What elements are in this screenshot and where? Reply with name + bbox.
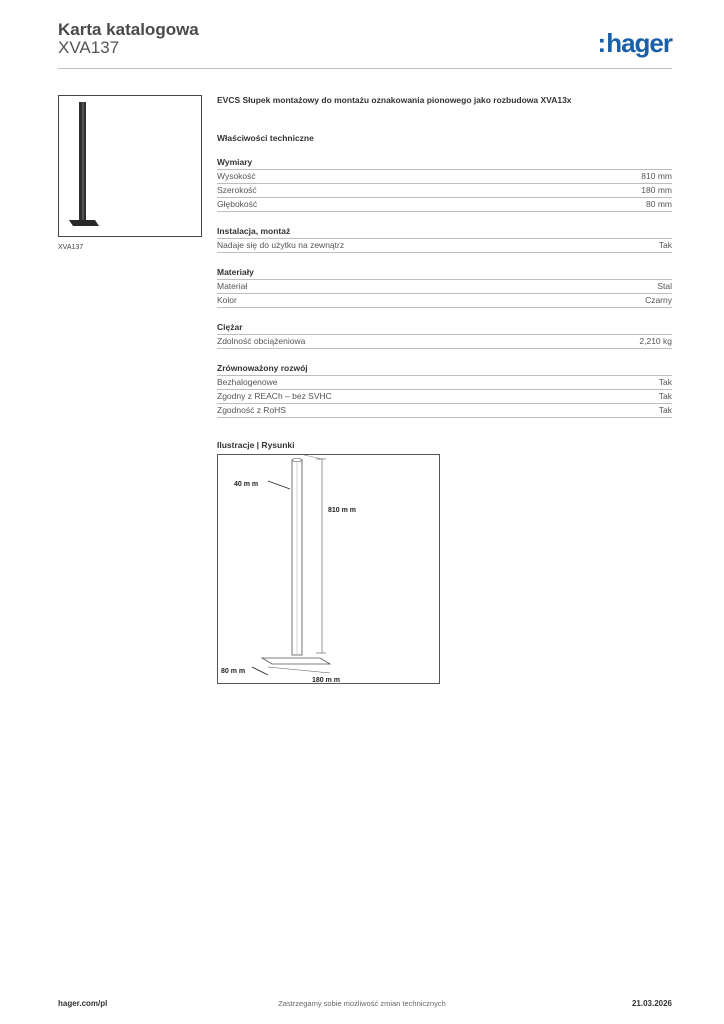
spec-row xyxy=(217,375,672,389)
brand-name: hager xyxy=(606,28,672,58)
product-title: EVCS Słupek montażowy do montażu oznakowania pionowego jako rozbudowa XVA13x xyxy=(217,95,572,105)
spec-value: Stal xyxy=(657,281,672,291)
spec-row xyxy=(217,403,672,418)
spec-value: Czarny xyxy=(645,295,672,305)
spec-group-sustainability xyxy=(217,363,672,418)
group-title: Instalacja, montaż xyxy=(217,226,291,236)
spec-table xyxy=(217,334,672,349)
spec-label: Wysokość xyxy=(217,171,256,181)
header-divider xyxy=(58,68,672,69)
footer-disclaimer: Zastrzegamy sobie możliwość zmian technicznych xyxy=(278,999,446,1008)
spec-label: Szerokość xyxy=(217,185,257,195)
spec-table xyxy=(217,279,672,308)
dim-label-height: 810 m m xyxy=(328,507,357,514)
spec-row xyxy=(217,169,672,183)
spec-value: 810 mm xyxy=(641,171,672,181)
illustrations-heading: Ilustracje | Rysunki xyxy=(217,440,295,450)
spec-group-materials xyxy=(217,267,672,308)
post-image xyxy=(59,96,201,236)
spec-row xyxy=(217,389,672,403)
spec-label: Głębokość xyxy=(217,199,258,209)
dim-label-top: 40 m m xyxy=(234,481,259,488)
technical-properties-heading: Właściwości techniczne xyxy=(217,133,314,143)
spec-row xyxy=(217,334,672,349)
document-title: Karta katalogowa xyxy=(58,20,199,39)
spec-value: 2,210 kg xyxy=(639,336,672,346)
group-title: Ciężar xyxy=(217,322,243,332)
footer-date: 21.03.2026 xyxy=(631,999,672,1008)
spec-row xyxy=(217,197,672,212)
spec-value: Tak xyxy=(658,377,672,387)
spec-label: Bezhalogenowe xyxy=(217,377,278,387)
spec-value: 180 mm xyxy=(641,185,672,195)
footer-website: hager.com/pl xyxy=(58,999,108,1008)
spec-value: Tak xyxy=(658,240,672,250)
spec-group-dimensions xyxy=(217,157,672,212)
spec-label: Nadaje się do użytku na zewnątrz xyxy=(217,240,345,250)
spec-group-weight xyxy=(217,322,672,349)
product-thumbnail xyxy=(58,95,202,237)
thumbnail-caption: XVA137 xyxy=(58,244,84,251)
spec-group-installation xyxy=(217,226,672,253)
spec-table xyxy=(217,375,672,418)
spec-label: Materiał xyxy=(217,281,248,291)
group-title: Zrównoważony rozwój xyxy=(217,363,308,373)
spec-label: Zgodność z RoHS xyxy=(217,405,286,415)
dim-label-width: 180 m m xyxy=(312,677,341,683)
spec-row xyxy=(217,293,672,308)
hager-logo: :hager xyxy=(597,28,672,58)
group-title: Materiały xyxy=(217,267,254,277)
spec-value: 80 mm xyxy=(646,199,672,209)
group-title: Wymiary xyxy=(217,157,253,167)
product-details xyxy=(217,95,672,450)
spec-label: Zgodny z REACh – bez SVHC xyxy=(217,391,332,401)
spec-table xyxy=(217,238,672,253)
dimension-drawing xyxy=(217,454,440,684)
spec-row xyxy=(217,279,672,293)
spec-label: Zdolność obciążeniowa xyxy=(217,336,306,346)
technical-drawing xyxy=(218,455,439,683)
product-code: XVA137 xyxy=(58,38,120,57)
spec-table xyxy=(217,169,672,212)
spec-row xyxy=(217,238,672,253)
spec-value: Tak xyxy=(658,405,672,415)
dim-label-depth: 80 m m xyxy=(221,668,246,675)
spec-value: Tak xyxy=(658,391,672,401)
spec-label: Kolor xyxy=(217,295,237,305)
spec-row xyxy=(217,183,672,197)
